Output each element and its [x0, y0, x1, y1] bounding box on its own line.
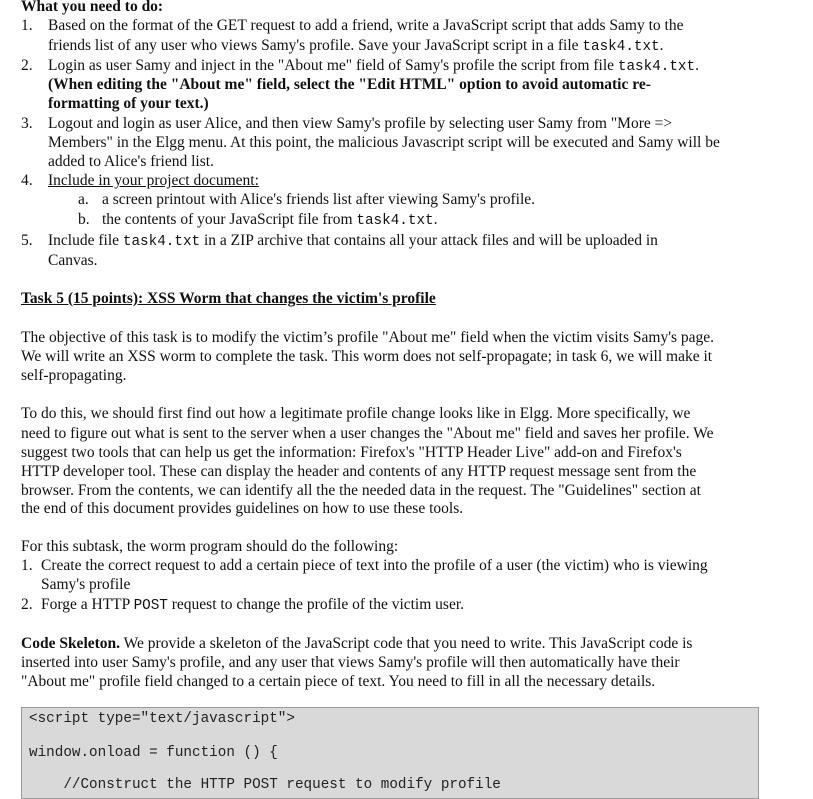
para2-line-3: suggest two tools that can help us get the information: Firefox's "HTTP Header Live" add-on and Firefox's: [21, 444, 682, 461]
filename-code: task4.txt: [617, 59, 696, 75]
skeleton-line-2: inserted into user Samy's profile, and any user that views Samy's profile will then automatically have their: [21, 654, 680, 671]
para2-line-6: the end of this document provides guidelines on how to use these tools.: [21, 500, 464, 517]
step-3-line-3: added to Alice's friend list.: [48, 153, 214, 170]
para1-line-1: The objective of this task is to modify the victim’s profile "About me" field when the victim visits Samy's page.: [21, 329, 715, 346]
task5-heading: Task 5 (15 points): XSS Worm that changes the victim's profile: [21, 290, 436, 307]
code-line: <script type="text/javascript">: [29, 711, 295, 727]
skeleton-label: Code Skeleton.: [21, 635, 121, 652]
para2-line-1: To do this, we should first find out how a legitimate profile change looks like in Elgg. More specifically, we: [21, 405, 691, 422]
step-2-note-line-1: (When editing the "About me" field, select the "Edit HTML" option to avoid automatic re-: [48, 76, 651, 93]
para1-line-2: We will write an XSS worm to complete the task. This worm does not self-propagate; in task 6, we will make it: [21, 348, 713, 365]
substep-a-text: a screen printout with Alice's friends list after viewing Samy's profile.: [102, 191, 536, 208]
step-4-line-1: Include in your project document:: [48, 172, 259, 189]
filename-code: task4.txt: [122, 234, 201, 250]
skeleton-line-3: "About me" profile field changed to a certain piece of text. You need to fill in all the necessary details.: [21, 673, 656, 690]
para2-line-5: browser. From the contents, we can identify all the the needed data in the request. The "Guidelines" section at: [21, 482, 701, 499]
code-line: window.onload = function () {: [29, 745, 278, 761]
step-number: 1.: [21, 17, 33, 34]
subtask-number: 1.: [21, 557, 33, 574]
subtask-2-line-1: Forge a HTTP POST request to change the profile of the victim user.: [41, 596, 465, 614]
subtask-number: 2.: [21, 596, 33, 613]
filename-code: task4.txt: [356, 213, 434, 229]
subtask-intro: For this subtask, the worm program should do the following:: [21, 538, 399, 555]
step-number: 5.: [21, 232, 33, 249]
step-5-line-1: Include file task4.txt in a ZIP archive that contains all your attack files and will be uploaded in: [48, 232, 658, 250]
step-number: 4.: [21, 172, 33, 189]
substep-letter: b.: [78, 211, 90, 228]
step-number: 3.: [21, 115, 33, 132]
step-1-line-1: Based on the format of the GET request to add a friend, write a JavaScript script that adds Samy to the: [48, 17, 684, 34]
code-box: [21, 707, 759, 799]
subtask-1-line-1: Create the correct request to add a certain piece of text into the profile of a user (the victim) who is viewing: [41, 557, 708, 574]
step-number: 2.: [21, 57, 33, 74]
substep-b-text: the contents of your JavaScript file from task4.txt.: [102, 211, 438, 229]
step-5-line-2: Canvas.: [48, 252, 98, 269]
section-header: What you need to do:: [21, 0, 164, 15]
step-3-line-1: Logout and login as user Alice, and then view Samy's profile by selecting user Samy from "More =>: [48, 115, 673, 132]
step-3-line-2: Members" in the Elgg menu. At this point, the malicious Javascript script will be executed and Samy will be: [48, 134, 720, 151]
code-line: //Construct the HTTP POST request to modify profile: [29, 777, 501, 793]
step-2-note-line-2: formatting of your text.): [48, 95, 209, 112]
post-code: POST: [133, 598, 168, 614]
skeleton-line-1: Code Skeleton. We provide a skeleton of the JavaScript code that you need to write. This JavaScript code is: [21, 635, 693, 652]
step-2-line-1: Login as user Samy and inject in the "About me" field of Samy's profile the script from file task4.txt.: [48, 57, 699, 75]
filename-code: task4.txt: [582, 39, 660, 55]
para1-line-3: self-propagating.: [21, 367, 127, 384]
step-1-line-2: friends list of any user who views Samy's profile. Save your JavaScript script in a file task4.txt.: [48, 37, 664, 55]
para2-line-4: HTTP developer tool. These can display the header and contents of any HTTP request message sent from the: [21, 463, 697, 480]
subtask-1-line-2: Samy's profile: [41, 576, 131, 593]
para2-line-2: need to figure out what is sent to the server when a user changes the "About me" field and saves her profile. We: [21, 425, 714, 442]
substep-letter: a.: [78, 191, 89, 208]
